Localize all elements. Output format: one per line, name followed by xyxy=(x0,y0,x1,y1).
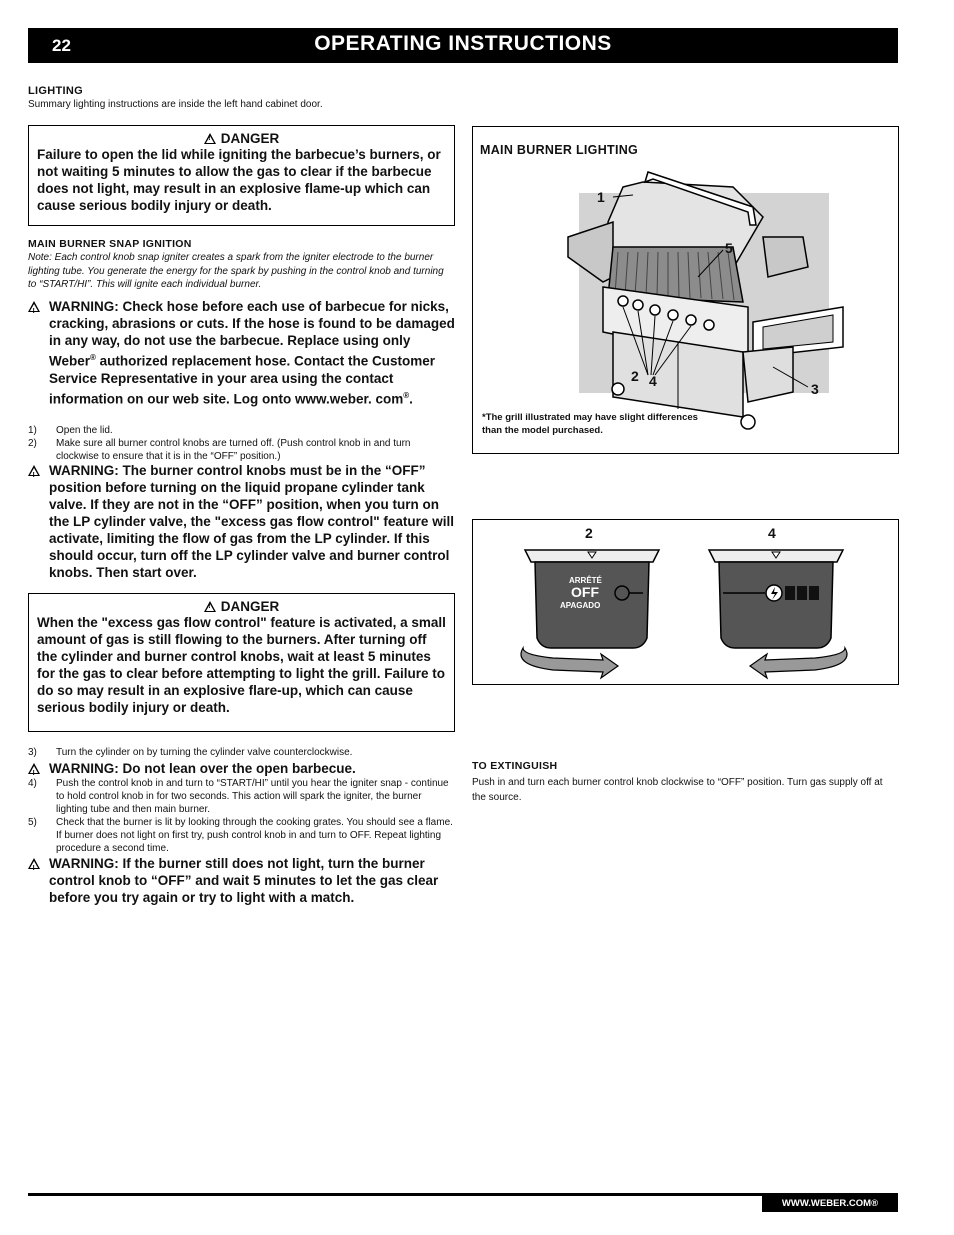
list-item: 2) Make sure all burner control knobs are turned off. (Push control knob in and turn clockwise to ensure that it is in the “OFF” position.) xyxy=(28,438,411,462)
knob-figure xyxy=(472,519,899,685)
warning-lean: ! WARNING: Do not lean over the open barbecue. xyxy=(28,760,458,777)
warning-triangle-icon xyxy=(204,601,216,612)
danger-box-1 xyxy=(28,125,455,226)
main-burner-figure xyxy=(472,126,899,454)
callout-2: 2 xyxy=(631,368,639,384)
steps-list-b xyxy=(28,777,456,855)
steps-list-a xyxy=(28,424,456,463)
warning-triangle-icon xyxy=(28,763,40,774)
page-title: OPERATING INSTRUCTIONS xyxy=(314,32,612,55)
knob-label-arrete: ARRÊTÉ xyxy=(569,576,602,585)
grill-illustration xyxy=(473,127,898,453)
lighting-summary: Summary lighting instructions are inside the left hand cabinet door. xyxy=(28,99,323,110)
warning-triangle-icon xyxy=(28,301,40,312)
page-header xyxy=(28,28,898,63)
snap-ignition-note: Note: Each control knob snap igniter creates a spark from the igniter electrode to the burner lighting tube. You generate the energy for the spark by pushing in the control knob and turning to “START/HI”. This will ignite each individual burner. xyxy=(28,252,444,290)
callout-2: 2 xyxy=(585,525,593,541)
callout-4: 4 xyxy=(649,373,657,389)
extinguish-text: Push in and turn each burner control knob clockwise to “OFF” position. Turn gas supply off at the source. xyxy=(472,777,883,803)
warning-triangle-icon xyxy=(28,858,40,869)
extinguish-heading: TO EXTINGUISH xyxy=(472,760,558,772)
footer-url: WWW.WEBER.COM® xyxy=(762,1196,898,1212)
page-number: 22 xyxy=(52,36,71,55)
knob-label-off: OFF xyxy=(571,584,599,600)
list-item: 1) Open the lid. xyxy=(28,425,113,436)
list-item: 3) Turn the cylinder on by turning the cylinder valve counterclockwise. xyxy=(28,747,353,758)
callout-3: 3 xyxy=(811,381,819,397)
figure-caption: *The grill illustrated may have slight differences than the model purchased. xyxy=(482,412,698,436)
warning-still-not-lit: ! WARNING: If the burner still does not light, turn the burner control knob to “OFF” and wait 5 minutes to let the gas clear before you try again or try to light with a match. xyxy=(28,855,458,906)
danger-box-2 xyxy=(28,593,455,732)
lighting-heading: LIGHTING xyxy=(28,85,83,97)
warning-triangle-icon xyxy=(204,133,216,144)
danger-title: !DANGER xyxy=(37,131,446,146)
warning-triangle-icon xyxy=(28,465,40,476)
callout-4: 4 xyxy=(768,525,776,541)
knob-label-apagado: APAGADO xyxy=(560,601,601,610)
knob-illustration xyxy=(473,520,898,684)
figure-title: MAIN BURNER LIGHTING xyxy=(480,143,639,157)
callout-5: 5 xyxy=(725,240,733,256)
warning-hose: ! WARNING: Check hose before each use of barbecue for nicks, cracking, abrasions or cuts. If the hose is found to be damaged in any way, do not use the barbecue. Replace using only Weber® authorized replacement hose. Contact the Customer Service Representative in your area using the contact information on our web site. Log onto www.weber. com®. xyxy=(28,298,458,407)
warning-knobs-off: ! WARNING: The burner control knobs must be in the “OFF” position before turning on the liquid propane cylinder tank valve. If they are not in the “OFF” position, when you turn on the LP cylinder valve, the "excess gas flow control" feature will activate, limiting the flow of gas from the LP cylinder. If this should occur, turn off the LP cylinder valve and burner control knobs. Then start over. xyxy=(28,462,456,581)
list-item: 5) Check that the burner is lit by looking through the cooking grates. You should see a flame. If burner does not light on first try, push control knob in and turn to OFF. Repeat lighting procedure a second time. xyxy=(28,817,453,854)
callout-1: 1 xyxy=(597,189,605,205)
danger-text: Failure to open the lid while igniting the barbecue’s burners, or not waiting 5 minutes to allow the gas to clear if the barbecue does not light, may result in an explosive flame-up which can cause serious bodily injury or death. xyxy=(37,147,441,213)
list-item: 4) Push the control knob in and turn to “START/HI” until you hear the igniter snap - continue to hold control knob in for two seconds. This action will spark the igniter, the burner lighting tube and then main burner. xyxy=(28,778,449,815)
danger-text: When the "excess gas flow control" feature is activated, a small amount of gas is still flowing to the burners. After turning off the cylinder and burner control knobs, wait at least 5 minutes for the gas to clear before attempting to light the grill. Failure to do so may result in an explosive flare-up, which can cause serious bodily injury or death. xyxy=(37,615,446,715)
danger-title: !DANGER xyxy=(37,599,446,614)
step-3 xyxy=(28,746,456,759)
snap-ignition-heading: MAIN BURNER SNAP IGNITION xyxy=(28,238,192,250)
